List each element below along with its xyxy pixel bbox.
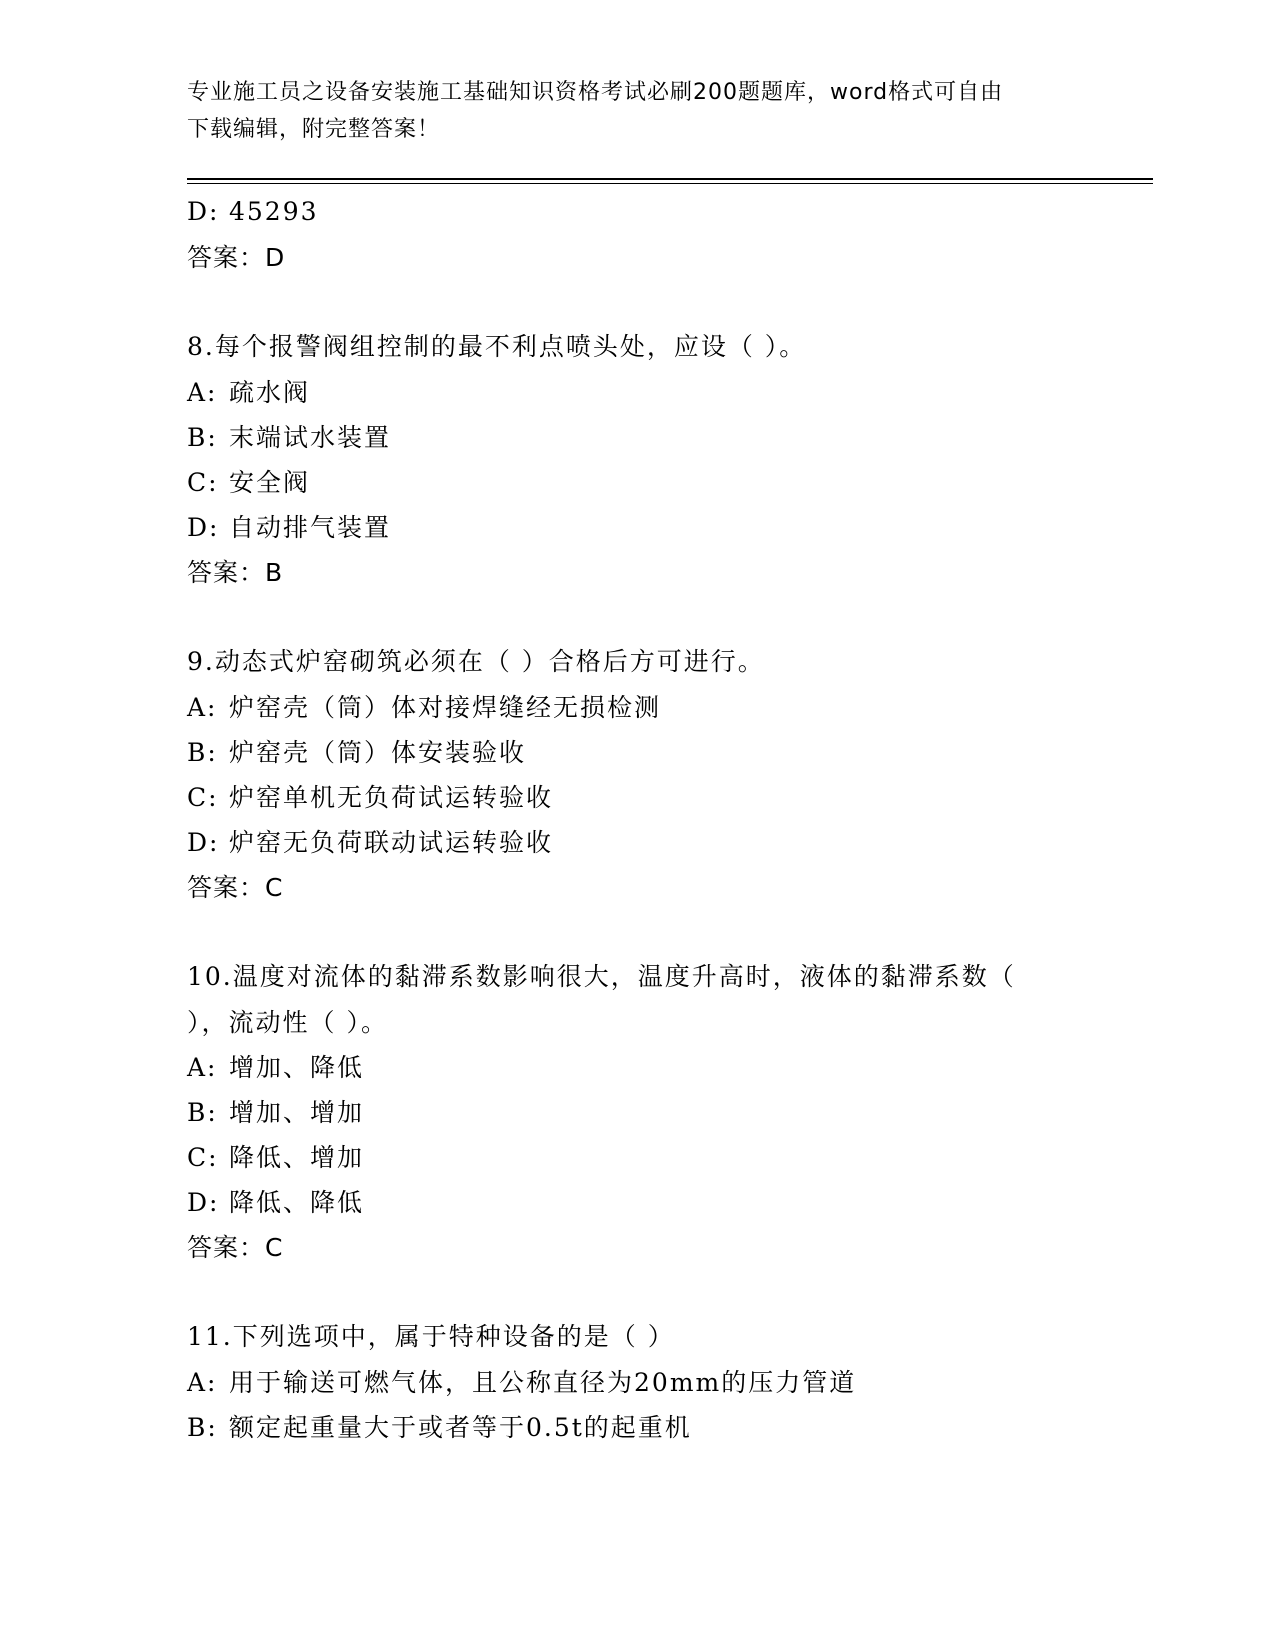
option-text: 自动排气装置 [229, 513, 392, 542]
option-b [187, 730, 1087, 775]
option-key: B: [187, 1098, 218, 1127]
spacer [187, 911, 1087, 954]
option-d [187, 820, 1087, 865]
option-a [187, 370, 1087, 415]
option-d [187, 189, 1087, 235]
option-c [187, 775, 1087, 820]
question-list [187, 189, 1087, 1450]
header-line-2: 下载编辑，附完整答案！ [187, 117, 441, 142]
option-d [187, 1180, 1087, 1225]
document-header [187, 74, 1087, 148]
option-text: 疏水阀 [229, 378, 311, 407]
answer: 答案：C [187, 1233, 284, 1262]
option-key: C: [187, 468, 219, 497]
option-b [187, 1405, 1087, 1450]
option-d [187, 505, 1087, 550]
option-a [187, 1360, 1087, 1405]
option-key: A: [187, 1368, 218, 1397]
option-key: A: [187, 378, 218, 407]
spacer [187, 596, 1087, 639]
option-text: 45293 [229, 197, 319, 226]
question-8-text: 8.每个报警阀组控制的最不利点喷头处，应设（ ）。 [187, 332, 807, 361]
option-key: D: [187, 197, 220, 226]
answer: 答案：D [187, 243, 286, 272]
option-b [187, 415, 1087, 460]
spacer [187, 281, 1087, 324]
option-key: C: [187, 783, 219, 812]
question-10-text-line-2: ），流动性（ ）。 [187, 1008, 388, 1037]
option-c [187, 460, 1087, 505]
option-text: 炉窑单机无负荷试运转验收 [229, 783, 554, 812]
answer: 答案：B [187, 558, 284, 587]
option-key: D: [187, 513, 220, 542]
option-a [187, 685, 1087, 730]
option-key: A: [187, 1053, 218, 1082]
option-c [187, 1135, 1087, 1180]
option-text: 炉窑壳（筒）体对接焊缝经无损检测 [229, 693, 662, 722]
option-text: 用于输送可燃气体，且公称直径为20mm的压力管道 [229, 1368, 857, 1397]
option-key: C: [187, 1143, 219, 1172]
option-text: 降低、增加 [229, 1143, 365, 1172]
answer: 答案：C [187, 873, 284, 902]
option-a [187, 1045, 1087, 1090]
option-key: B: [187, 738, 218, 767]
option-key: A: [187, 693, 218, 722]
option-text: 炉窑无负荷联动试运转验收 [229, 828, 554, 857]
header-divider-thin [187, 183, 1153, 184]
spacer [187, 1271, 1087, 1314]
question-10-text-line-1: 10.温度对流体的黏滞系数影响很大，温度升高时，液体的黏滞系数（ [187, 962, 1016, 991]
header-line-1: 专业施工员之设备安装施工基础知识资格考试必刷200题题库，word格式可自由 [187, 80, 1004, 105]
question-11-text: 11.下列选项中，属于特种设备的是（ ） [187, 1322, 675, 1351]
option-text: 增加、降低 [229, 1053, 365, 1082]
option-text: 降低、降低 [229, 1188, 365, 1217]
option-key: B: [187, 1413, 218, 1442]
option-b [187, 1090, 1087, 1135]
question-9-text: 9.动态式炉窑砌筑必须在（ ）合格后方可进行。 [187, 647, 765, 676]
option-key: B: [187, 423, 218, 452]
option-text: 安全阀 [229, 468, 311, 497]
header-divider-thick [187, 178, 1153, 180]
option-key: D: [187, 828, 220, 857]
option-text: 额定起重量大于或者等于0.5t的起重机 [229, 1413, 692, 1442]
option-text: 增加、增加 [229, 1098, 365, 1127]
option-text: 末端试水装置 [229, 423, 392, 452]
option-text: 炉窑壳（筒）体安装验收 [229, 738, 527, 767]
option-key: D: [187, 1188, 220, 1217]
